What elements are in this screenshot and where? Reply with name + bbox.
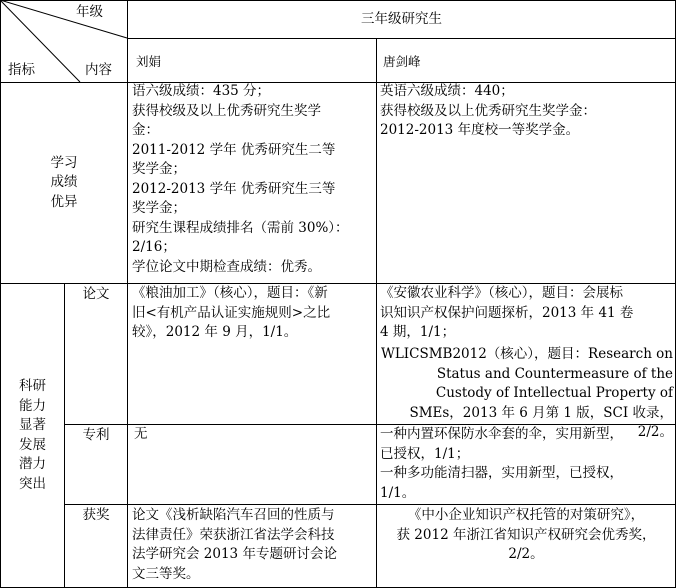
patent-row-divider (64, 504, 676, 505)
paper-student-2-content-a: 《安徽农业科学》（核心），题目：会展标 识知识产权保护问题探析，2013 年 41 卷 4 期，1/1； (380, 285, 634, 340)
patent-student-1-content: 无 (134, 426, 148, 442)
award-label: 获奖 (82, 507, 110, 523)
award-student-1-content: 论文《浅析缺陷汽车召回的性质与 法律责任》荣获浙江省法学会科技 法学研究会 2013 年专题研讨会论 文三等奖。 (132, 507, 337, 582)
patent-student-2-content: 一种内置环保防水伞套的伞，实用新型， 已授权，1/1； 一种多功能清扫器，实用新型，已授权， 1/1。 (380, 426, 623, 501)
student-column-divider (376, 38, 377, 588)
paper-student-1-content: 《粮油加工》（核心），题目：《新 旧<有机产品认证实施规则>之比 较》，2012 年 9 月，1/1。 (132, 285, 331, 340)
study-student-2-content: 英语六级成绩：440； 获得校级及以上优秀研究生奖学金： 2012-2013 年度校一等奖学金。 (380, 83, 596, 138)
paper-label: 论文 (82, 286, 110, 302)
first-column-divider (127, 0, 128, 588)
corner-grade-label: 年级 (76, 4, 103, 20)
student-2-name: 唐剑峰 (383, 53, 421, 69)
paper-student-2-content-b: WLICSMB2012（核心），题目：Research on Status and Countermeasure of the Custody of Intellectual Property of SMEs，2013 年 6 月第 1 版，SCI 收录，2/2。 (380, 346, 673, 440)
student-1-name: 刘娟 (136, 53, 162, 69)
corner-content-label: 内容 (85, 62, 112, 78)
study-student-1-content: 语六级成绩：435 分； 获得校级及以上优秀研究生奖学 金： 2011-2012 学年 优秀研究生二等 奖学金； 2012-2013 学年 优秀研究生三等 奖学金； 研究生课程成绩排名（需前 30%）： 2/16； 学位论文中期检查成绩：优秀。 (132, 83, 349, 275)
research-capability-label: 科研 能力 显著 发展 潜力 突出 (19, 378, 46, 492)
study-performance-label: 学习 成绩 优异 (50, 154, 78, 210)
corner-indicator-label: 指标 (8, 62, 35, 78)
grade-title: 三年级研究生 (361, 10, 442, 27)
patent-label: 专利 (82, 427, 110, 443)
award-student-2-content: 《中小企业知识产权托管的对策研究》， 获 2012 年浙江省知识产权研究会优秀奖， 2/2。 (396, 507, 656, 562)
